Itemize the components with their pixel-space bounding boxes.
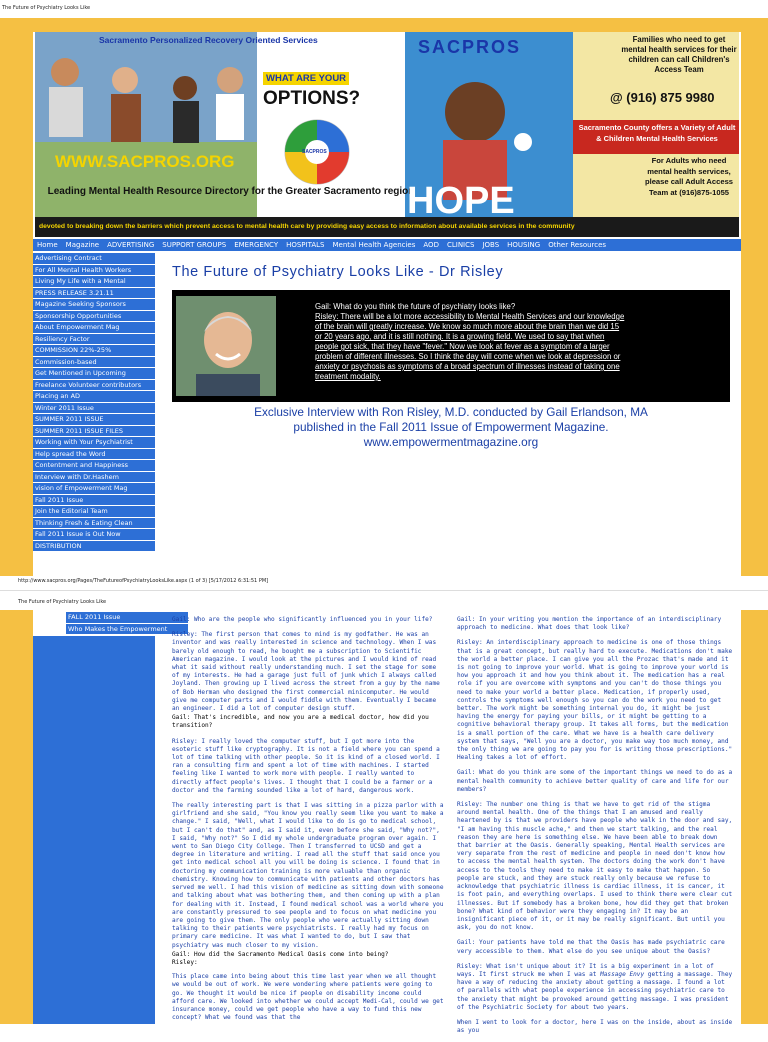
sidebar-item-fall-2011-issue[interactable]: FALL 2011 Issue: [66, 612, 188, 624]
page2-frame-left: [0, 610, 33, 1024]
banner-families-text: Families who need to get mental health services for their children can call Children's Access Team: [621, 35, 737, 74]
nav-item-housing[interactable]: HOUSING: [507, 241, 541, 249]
nav-item-emergency[interactable]: EMERGENCY: [234, 241, 279, 249]
excerpt-answer-line: or 20 years ago, and it is still nothing. It is a growing field. We used to say that when: [315, 332, 605, 341]
excerpt-answer-line: treatment modality.: [315, 372, 381, 381]
nav-item-clinics[interactable]: CLINICS: [446, 241, 475, 249]
page-frame-right: [741, 18, 768, 576]
sidebar-item-placing-ad[interactable]: Placing an AD: [33, 391, 155, 403]
interview-excerpt-box: [172, 290, 730, 402]
sidebar-item-living-my-life[interactable]: Living My Life with a Mental: [33, 276, 155, 288]
page2-sidebar-fill: [33, 636, 155, 1024]
sidebar-item-thinking-fresh[interactable]: Thinking Fresh & Eating Clean: [33, 518, 155, 530]
answer-text: Risley: The number one thing is that we have to get rid of the stigma around mental health. One of the things that I am amused and really heartened by is that we providers have people who walk in the door and say, "I am having this muscle ache," and then we start talking, and the real reason they are here is something else. We have been able to break down that barrier at the Oasis. Generally speaking, Mental Health services are very separate from the rest of medicine and people in need don't know how to access the mental health system. The doctors doing the work don't have access to the tools they need to make it easy to make that happen. So people are stuck, and they are stuck really only because we refuse to acknowledge that psychiatric illness is cardiac illness, it is cancer, it is foot pain, and everything overlaps. I used to think there were clear cut illnesses. But if somebody has a broken bone, how did they get that broken bone? What kind of behavior were they engaging in? It may be an insignificant piece of it, or it may be really significant. But until you ask, you do not know.: [457, 801, 733, 932]
nav-item-aod[interactable]: AOD: [423, 241, 439, 249]
nav-item-jobs[interactable]: JOBS: [482, 241, 500, 249]
sidebar-item-resiliency[interactable]: Resiliency Factor: [33, 334, 155, 346]
excerpt-question: Gail: What do you think the future of psychiatry looks like?: [315, 302, 516, 311]
site-banner[interactable]: [35, 32, 739, 237]
sidebar-item-distribution[interactable]: DISTRIBUTION: [33, 541, 155, 553]
banner-leading-text: Leading Mental Health Resource Directory for the Greater Sacramento region: [47, 186, 415, 197]
nav-item-support-groups[interactable]: SUPPORT GROUPS: [162, 241, 227, 249]
interview-excerpt-text: [315, 302, 723, 382]
sidebar-menu: [33, 253, 155, 552]
question-text: Gail: Your patients have told me that the Oasis has made psychiatric care very accessible to them. What else do you see unique about the Oasis?: [457, 939, 725, 955]
banner-adults-text: For Adults who need mental health services, please call Adult Access Team at (916)875-1055: [644, 156, 734, 197]
sidebar-item-freelance[interactable]: Freelance Volunteer contributors: [33, 380, 155, 392]
sidebar-item-about[interactable]: About Empowerment Mag: [33, 322, 155, 334]
answer-text: When I went to look for a doctor, here I was on the inside, about as inside as you: [457, 1018, 733, 1035]
page2-header-title: The Future of Psychiatry Looks Like: [18, 599, 107, 605]
banner-what-are-your: WHAT ARE YOUR: [263, 72, 349, 85]
page1-footer-url: http://www.sacpros.org/Pages/TheFutureofPsychiatryLooksLike.aspx (1 of 3) [5/17/2012 6:31:51 PM]: [18, 578, 269, 584]
sidebar-item-commission-rate[interactable]: COMMISSION 22%-25%: [33, 345, 155, 357]
main-nav: [33, 239, 741, 251]
banner-hope: HOPE: [407, 180, 515, 222]
sidebar-item-fall-2011-out[interactable]: Fall 2011 Issue is Out Now: [33, 529, 155, 541]
page-frame-top: [0, 18, 768, 32]
sidebar-item-seeking-sponsors[interactable]: Magazine Seeking Sponsors: [33, 299, 155, 311]
banner-title: Sacramento Personalized Recovery Oriented Services: [99, 35, 318, 45]
sidebar-item-who-makes[interactable]: Who Makes the Empowerment: [66, 624, 188, 636]
banner-url[interactable]: WWW.SACPROS.ORG: [55, 152, 235, 171]
sidebar-item-mental-health-workers[interactable]: For All Mental Health Workers: [33, 265, 155, 277]
article-column-right: [457, 616, 733, 1042]
banner-county-text: Sacramento County offers a Variety of Adult & Children Mental Health Services: [578, 123, 736, 143]
banner-badge-text: SACPROS: [302, 149, 327, 155]
banner-options: OPTIONS?: [263, 88, 361, 109]
nav-item-home[interactable]: Home: [37, 241, 58, 249]
excerpt-answer-line: people got sick, that they have "fever." Now we look at fever as a symptom of a larger: [315, 342, 610, 351]
nav-item-magazine[interactable]: Magazine: [65, 241, 100, 249]
page-frame-left: [0, 18, 33, 576]
doctor-portrait: [176, 296, 276, 396]
excerpt-answer-line: anxiety or psychosis as symptoms of a broad spectrum of illnesses instead of taking one: [315, 362, 620, 371]
sidebar-item-fall-2011[interactable]: Fall 2011 Issue: [33, 495, 155, 507]
answer-segment: getting a massage. They have a way of reducing the anxiety about getting a massage. I found a lot of parallels with what people experience in accessing psychiatric care to the anxiety that might be provoked around getting massage. I was president of the Psychiatric Society for about two years.: [457, 970, 733, 1011]
sidebar-item-summer-2011-files[interactable]: SUMMER 2011 ISSUE FILES: [33, 426, 155, 438]
sidebar-item-get-mentioned[interactable]: Get Mentioned in Upcoming: [33, 368, 155, 380]
excerpt-answer-line: problem of different illnesses. So I think the day will come when we look at depression or: [315, 352, 621, 361]
magazine-link[interactable]: www.empowermentmagazine.org: [363, 435, 539, 449]
doctor-photo: [176, 296, 276, 396]
question-text: Gail: In your writing you mention the importance of an interdisciplinary approach to medicine. What does that look like?: [457, 616, 722, 632]
sidebar-item-summer-2011[interactable]: SUMMER 2011 ISSUE: [33, 414, 155, 426]
nav-item-hospitals[interactable]: HOSPITALS: [286, 241, 325, 249]
sidebar-item-editorial-team[interactable]: Join the Editorial Team: [33, 506, 155, 518]
sidebar-item-vision[interactable]: vision of Empowerment Mag: [33, 483, 155, 495]
sidebar-item-press-release[interactable]: PRESS RELEASE 3.21.11: [33, 288, 155, 300]
question-text: Gail: Who are the people who significantly influenced you in your life?: [172, 616, 433, 623]
sidebar-item-spread-word[interactable]: Help spread the Word: [33, 449, 155, 461]
sidebar-item-contentment[interactable]: Contentment and Happiness: [33, 460, 155, 472]
banner-sacpros: SACPROS: [418, 37, 522, 57]
banner-footer-text: devoted to breaking down the barriers which prevent access to mental health care by providing easy access to information about available services in the community: [39, 223, 575, 230]
excerpt-answer-line: Risley: There will be a lot more accessibility to Mental Health Services and our knowledge: [315, 312, 625, 321]
article-column-left: [172, 616, 444, 1029]
nav-item-advertising[interactable]: ADVERTISING: [107, 241, 155, 249]
question-text: Gail: How did the Sacramento Medical Oasis come into being?: [172, 950, 389, 958]
banner-children-phone: @ (916) 875 9980: [610, 90, 715, 105]
answer-text: Risley: The first person that comes to mind is my godfather. He was an inventor and was really interested in science and technology. When I was barely old enough to read, he bought me a subscription to Scientific American magazine. I would look at the pictures and I would kind of read what it said without really understanding much. I set the stage for some of my interests. He had a garage just full of junk which I always called Joyland. Then growing up I lived across the street from a guy by the name of Bob Herman who designed the first commercial minicomputer. He would give me computer parts and I would fiddle with them. Eventually I became an engineer. I did a lot of computer design stuff.: [172, 631, 440, 713]
credit-line-2: published in the Fall 2011 Issue of Empowerment Magazine.: [293, 420, 609, 434]
page-divider: [0, 590, 768, 591]
nav-item-other-resources[interactable]: Other Resources: [548, 241, 607, 249]
answer-text: Risley: I really loved the computer stuff, but I got more into the esoteric stuff like cryptography. It is not a field where you can spend a lot of time talking with other people. So it is kind of a closed world. I ran a consulting firm and spent a lot of time with machines. I started feeling like I wanted to work more with people. I really wanted to directly affect people's lives. I thought that I could be a farmer or a doctor and the farming sounded like a lot of hard, dangerous work.: [172, 737, 440, 794]
excerpt-answer-line: of the brain will greatly increase. We know so much more about the brain than we did 15: [315, 322, 620, 331]
nav-item-mental-health-agencies[interactable]: Mental Health Agencies: [332, 241, 416, 249]
sidebar-item-working-psychiatrist[interactable]: Working with Your Psychiatrist: [33, 437, 155, 449]
speaker-label: Risley:: [172, 958, 198, 966]
credit-line-1: Exclusive Interview with Ron Risley, M.D. conducted by Gail Erlandson, MA: [254, 405, 648, 419]
article-title: The Future of Psychiatry Looks Like - Dr Risley: [172, 264, 504, 280]
answer-text: Risley: An interdisciplinary approach to medicine is one of those things that is a great concept, but really hard to execute. Medications don't make the world a better place. I can give you all the Prozac that's made and it is not going to improve your world. What is going to improve your world is how you approach it and how you think about it. The medication has a real role if you are overcome with symptoms and you can't do those things you need to make your world a better place. Medication, if properly used, controls the symptoms well enough so you can do the work you need to get better. The work might be something internal you do, it might be just having the energy for paying your bills, or it might be getting to a cognitive behavioral therapy group. It takes all forms, but the medication is a small portion of the care. What we have is a health care delivery system that says, "Well you are a doctor, you make way too much money, and the only thing we are going to pay you for is writing those prescriptions." Healing takes a lot of effort.: [457, 639, 733, 762]
page2-frame-right: [741, 610, 768, 1024]
answer-text: This place came into being about this time last year when we all thought we would be out of work. We were wondering where patients were going to go. We thought it would be nice if people on disability income could afford care. We looked into whether we could accept Medi-Cal, could we get insurance money, could we get people who have a way to fund this new concept? What we found was that the: [172, 973, 444, 1022]
sidebar-item-sponsorship[interactable]: Sponsorship Opportunities: [33, 311, 155, 323]
page1-header-title: The Future of Psychiatry Looks Like: [2, 5, 91, 11]
sidebar-item-advertising-contract[interactable]: Advertising Contract: [33, 253, 155, 265]
question-text: Gail: That's incredible, and now you are a medical doctor, how did you transition?: [172, 714, 429, 730]
sidebar-item-commission-based[interactable]: Commission-based: [33, 357, 155, 369]
sidebar-item-winter-2011[interactable]: Winter 2011 Issue: [33, 403, 155, 415]
exclusive-interview-credit: [172, 405, 730, 450]
sidebar-item-interview-hashem[interactable]: Interview with Dr.Hashem: [33, 472, 155, 484]
answer-text: [457, 963, 733, 1012]
question-text: Gail: What do you think are some of the important things we need to do as a mental health community to achieve better quality of care and life for our members?: [457, 769, 733, 793]
massage-envy-mention: Massage Envy: [600, 970, 645, 978]
answer-text: The really interesting part is that I was sitting in a pizza parlor with a girlfriend and she said, "You know you really seem like you want to make a change." I said, "Well, what I would like to do is go to medical school, but I can't do that" and, as I said it, even before she said, "Why not?", I said, "Why not?" So I did my whole undergraduate program over again. I went to San Diego City College. Then I transferred to UCSD and get a degree in literature and writing. I read all the stuff that said once you get into medical school all you will be doing is science. I found that in doctoring my communication training is more valuable than organic chemistry. Knowing how to communicate with patients and other doctors has served me well. I had this vision of medicine as sitting down with someone and talking about what was bothering them, and then coming up with a plan for dealing with it. Instead, I found medical school was a world where you are constantly pressured to see people and to focus on what medicine you are going to give them. The only people who were actually sitting down talking to their patients were psychiatrists. I really had my focus on primary care medicine. It was what I wanted to do, but I saw that psychiatry was much closer to my vision.: [172, 802, 444, 949]
answer-segment: Risley: What isn't unique about it? It is a big experiment in a lot of ways. It first struck me when I was at: [457, 962, 714, 978]
